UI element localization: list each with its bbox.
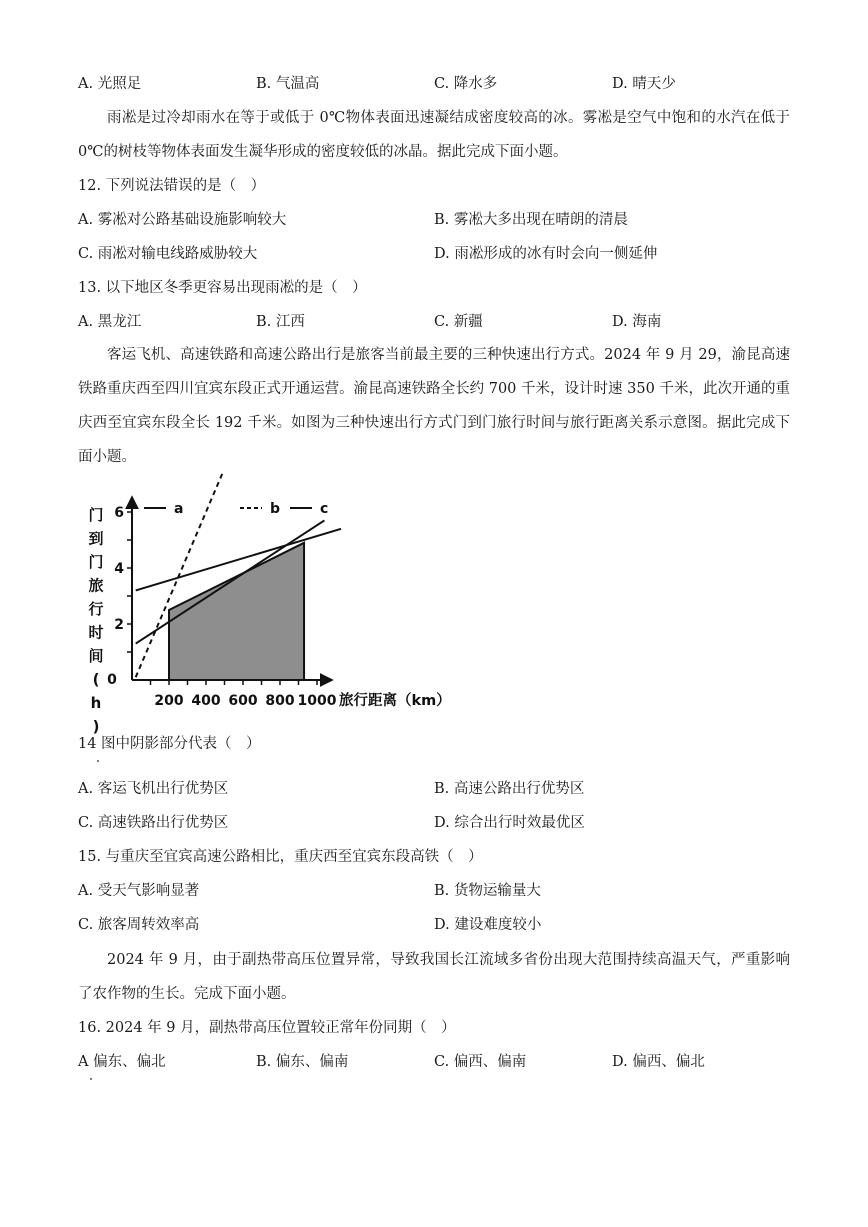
y-tick-label: 6 [114, 505, 124, 521]
q12-option-c: C. 雨凇对输电线路威胁较大 [78, 246, 258, 262]
q13-option-a: A. 黑龙江 [78, 314, 142, 330]
q11-option-d: D. 晴天少 [612, 76, 676, 92]
q15-stem: 15. 与重庆至宜宾高速公路相比，重庆西至宜宾东段高铁（ ） [78, 849, 483, 865]
y-axis-label-char: ( [92, 670, 100, 689]
y-axis-label-char: h [90, 694, 102, 712]
x-tick-label: 1000 [297, 693, 337, 709]
y-axis-label-char: 间 [88, 647, 104, 665]
q14-option-a: A. 客运飞机出行优势区 [78, 781, 229, 797]
q13-stem: 13. 以下地区冬季更容易出现雨凇的是（ ） [78, 280, 367, 296]
x-tick-label: 600 [228, 693, 258, 709]
q13-option-c: C. 新疆 [434, 314, 483, 330]
x-tick-label: 800 [265, 693, 295, 709]
y-axis-label-char: 旅 [88, 576, 104, 595]
q11-option-c: C. 降水多 [434, 76, 498, 92]
y-axis-label-char: 行 [88, 600, 104, 618]
shaded-advantage-area [169, 543, 304, 680]
q13-option-d: D. 海南 [612, 314, 662, 330]
q14-option-d: D. 综合出行时效最优区 [434, 815, 585, 831]
scan-speck [90, 1078, 92, 1080]
legend-label-a: a [174, 501, 184, 517]
x-axis-label: 旅行距离（km） [339, 693, 451, 709]
x-tick-label: 200 [154, 693, 184, 709]
q16-option-a: A 偏东、偏北 [78, 1054, 166, 1070]
q16-option-d: D. 偏西、偏北 [612, 1054, 705, 1070]
travel-time-chart [86, 490, 466, 736]
q15-option-c: C. 旅客周转效率高 [78, 917, 200, 933]
legend-label-c: c [320, 501, 329, 517]
q14-option-c: C. 高速铁路出行优势区 [78, 815, 229, 831]
q14-option-b: B. 高速公路出行优势区 [434, 781, 585, 797]
q16-option-c: C. 偏西、偏南 [434, 1054, 527, 1070]
scan-speck [97, 760, 99, 762]
q14-stem: 14 图中阴影部分代表（ ） [78, 736, 261, 752]
q11-option-b: B. 气温高 [256, 76, 320, 92]
q16-option-b: B. 偏东、偏南 [256, 1054, 349, 1070]
passage-rime: 雨凇是过冷却雨水在等于或低于 0℃物体表面迅速凝结成密度较高的冰。雾凇是空气中饱和的水汽在低于 0℃的树枝等物体表面发生凝华形成的密度较低的冰晶。据此完成下面小题。 [78, 110, 790, 160]
q11-option-a: A. 光照足 [78, 76, 142, 92]
q15-option-d: D. 建设难度较小 [434, 917, 542, 933]
q13-option-b: B. 江西 [256, 314, 305, 330]
x-tick-label: 400 [191, 693, 221, 709]
y-axis-label-char: 时 [88, 623, 104, 642]
passage-transport: 客运飞机、高速铁路和高速公路出行是旅客当前最主要的三种快速出行方式。2024 年 9 月 29，渝昆高速铁路重庆西至四川宜宾东段正式开通运营。渝昆高速铁路全长约 700 千米，设计时速 350 千米，此次开通的重庆西至宜宾东段全长 192 千米。如图为三种快速出行方式门到门旅行时间与旅行距离关系示意图。据此完成下面小题。 [78, 347, 790, 465]
q12-option-a: A. 雾凇对公路基础设施影响较大 [78, 212, 287, 228]
origin-label: 0 [107, 672, 117, 688]
q15-option-b: B. 货物运输量大 [434, 883, 541, 899]
y-tick-label: 2 [114, 617, 124, 633]
legend-label-b: b [270, 501, 281, 517]
q16-stem: 16. 2024 年 9 月，副热带高压位置较正常年份同期（ ） [78, 1020, 456, 1036]
q12-stem: 12. 下列说法错误的是（ ） [78, 178, 266, 194]
y-axis-label-char: 门 [88, 506, 104, 524]
q15-option-a: A. 受天气影响显著 [78, 883, 200, 899]
passage-subtropical-high: 2024 年 9 月，由于副热带高压位置异常，导致我国长江流域多省份出现大范围持续高温天气，严重影响了农作物的生长。完成下面小题。 [78, 952, 790, 1002]
y-tick-label: 4 [114, 561, 124, 577]
y-axis-label-char: 门 [88, 553, 104, 571]
q12-option-b: B. 雾凇大多出现在晴朗的清晨 [434, 212, 628, 228]
y-axis-label-char: 到 [88, 529, 104, 548]
y-axis-label-char: ) [92, 717, 100, 736]
q12-option-d: D. 雨凇形成的冰有时会向一侧延伸 [434, 246, 658, 262]
